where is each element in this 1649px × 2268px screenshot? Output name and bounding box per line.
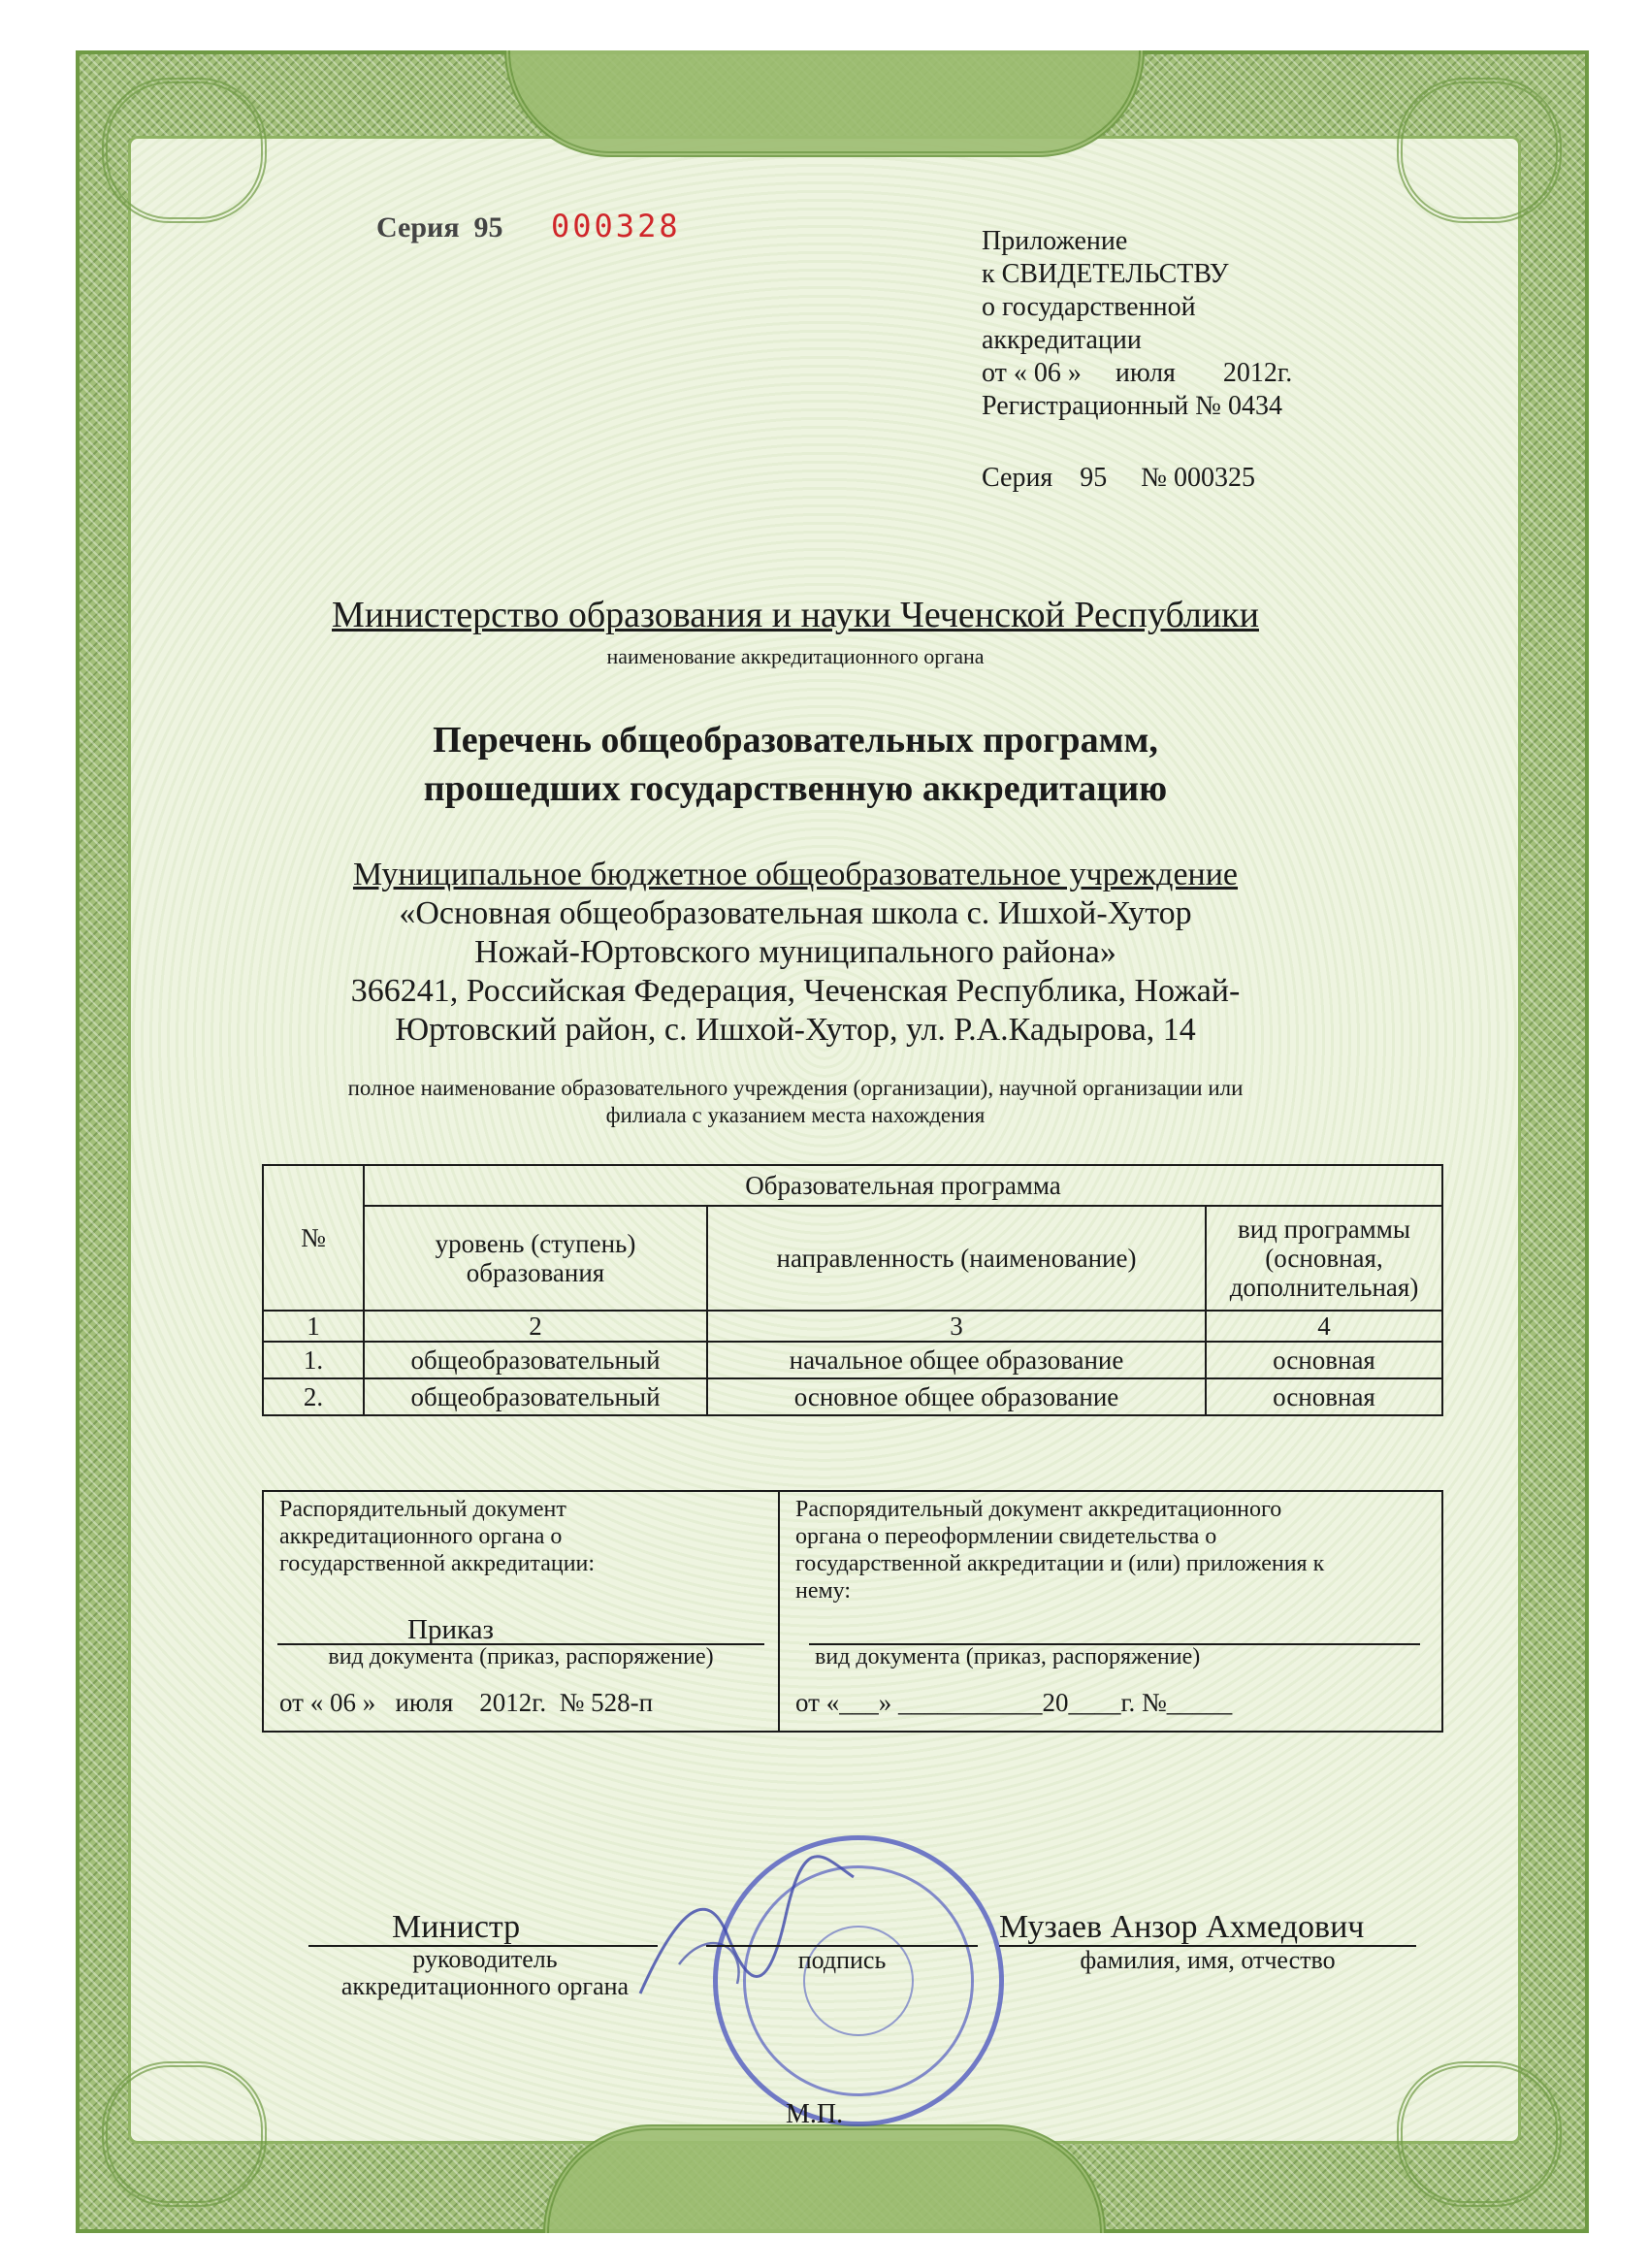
signer-position: Министр (392, 1909, 521, 1945)
row-direction: начальное общее образование (707, 1342, 1206, 1378)
doc-right-line: государственной аккредитации и (или) приложения к (795, 1551, 1325, 1576)
doc-right-line: нему: (795, 1578, 852, 1604)
doc-right-line: Распорядительный документ аккредитационного (795, 1497, 1282, 1522)
doc-left-line: Распорядительный документ (279, 1497, 566, 1522)
institution-line: Ножай-Юртовского муниципального района» (474, 934, 1116, 970)
caption-line: полное наименование образовательного учреждения (организации), научной организации или (347, 1076, 1244, 1100)
appendix-line: аккредитации (982, 325, 1142, 355)
row-level: общеобразовательный (364, 1378, 707, 1415)
index-cell: 2 (364, 1311, 707, 1342)
caption-line: руководитель (412, 1945, 558, 1973)
doc-left-caption: вид документа (приказ, распоряжение) (328, 1644, 714, 1669)
position-caption (291, 1946, 679, 2000)
institution-caption (194, 1075, 1397, 1129)
signer-full-name: Музаев Анзор Ахмедович (999, 1909, 1365, 1945)
header-type: вид программы (основная, дополнительная) (1206, 1206, 1442, 1311)
caption-line: филиала с указанием места нахождения (605, 1103, 986, 1127)
corner-ornament-tr (1397, 78, 1562, 223)
seal-place-label: М.П. (786, 2099, 844, 2129)
doc-right-line: органа о переоформлении свидетельства о (795, 1524, 1217, 1549)
row-type: основная (1206, 1378, 1442, 1415)
appendix-reg-number: Регистрационный № 0434 (982, 391, 1282, 421)
doc-right-text (795, 1496, 1436, 1604)
series-number: 95 (473, 211, 503, 243)
appendix-date: от « 06 » июля 2012г. (982, 358, 1293, 388)
row-type: основная (1206, 1342, 1442, 1378)
bottom-ornament (543, 2124, 1106, 2233)
table-row (263, 1378, 1442, 1415)
document-title (194, 716, 1397, 813)
institution-block (194, 856, 1397, 1050)
institution-address: 366241, Российская Федерация, Чеченская Республика, Ножай- (350, 973, 1241, 1009)
table-row (263, 1342, 1442, 1378)
name-caption: фамилия, имя, отчество (1080, 1946, 1336, 1974)
appendix-series: Серия 95 № 000325 (982, 463, 1256, 493)
corner-ornament-bl (102, 2061, 267, 2207)
row-direction: основное общее образование (707, 1378, 1206, 1415)
corner-ornament-tl (102, 78, 267, 223)
doc-left-kind: Приказ (407, 1614, 494, 1645)
organ-caption: наименование аккредитационного органа (606, 644, 985, 668)
appendix-line: Приложение (982, 226, 1128, 256)
programs-table (262, 1164, 1443, 1416)
index-cell: 1 (263, 1311, 364, 1342)
index-cell: 3 (707, 1311, 1206, 1342)
header-group: Образовательная программа (364, 1165, 1442, 1206)
index-cell: 4 (1206, 1311, 1442, 1342)
doc-right-caption: вид документа (приказ, распоряжение) (815, 1644, 1201, 1669)
title-line: прошедших государственную аккредитацию (423, 768, 1168, 809)
header-num: № (263, 1165, 364, 1311)
appendix-line: о государственной (982, 292, 1196, 322)
caption-line: аккредитационного органа (340, 1972, 630, 2000)
top-ornament (504, 50, 1145, 157)
doc-left-text (279, 1496, 764, 1577)
signature-caption: подпись (797, 1946, 887, 1974)
appendix-block (982, 225, 1292, 495)
doc-left-date: от « 06 » июля 2012г. № 528-п (279, 1688, 654, 1717)
series-block (376, 211, 503, 244)
row-level: общеобразовательный (364, 1342, 707, 1378)
organ-name: Министерство образования и науки Чеченской Республики (332, 595, 1259, 635)
header-level: уровень (ступень) образования (364, 1206, 707, 1311)
series-label: Серия (376, 211, 460, 243)
institution-address: Юртовский район, с. Ишхой-Хутор, ул. Р.А.Кадырова, 14 (395, 1012, 1196, 1048)
row-num: 1. (263, 1342, 364, 1378)
doc-left-line: аккредитационного органа о (279, 1524, 563, 1549)
doc-left-line: государственной аккредитации: (279, 1551, 596, 1576)
title-line: Перечень общеобразовательных программ, (433, 720, 1158, 761)
blank-number: 000328 (551, 208, 681, 244)
box-divider (778, 1492, 780, 1731)
row-num: 2. (263, 1378, 364, 1415)
appendix-line: к СВИДЕТЕЛЬСТВУ (982, 259, 1229, 289)
doc-right-date: от «___» ___________20____г. №_____ (795, 1688, 1233, 1717)
institution-line: «Основная общеобразовательная школа с. Ишхой-Хутор (399, 895, 1192, 931)
institution-line: Муниципальное бюджетное общеобразовательное учреждение (352, 857, 1239, 892)
header-direction: направленность (наименование) (707, 1206, 1206, 1311)
corner-ornament-br (1397, 2061, 1562, 2207)
